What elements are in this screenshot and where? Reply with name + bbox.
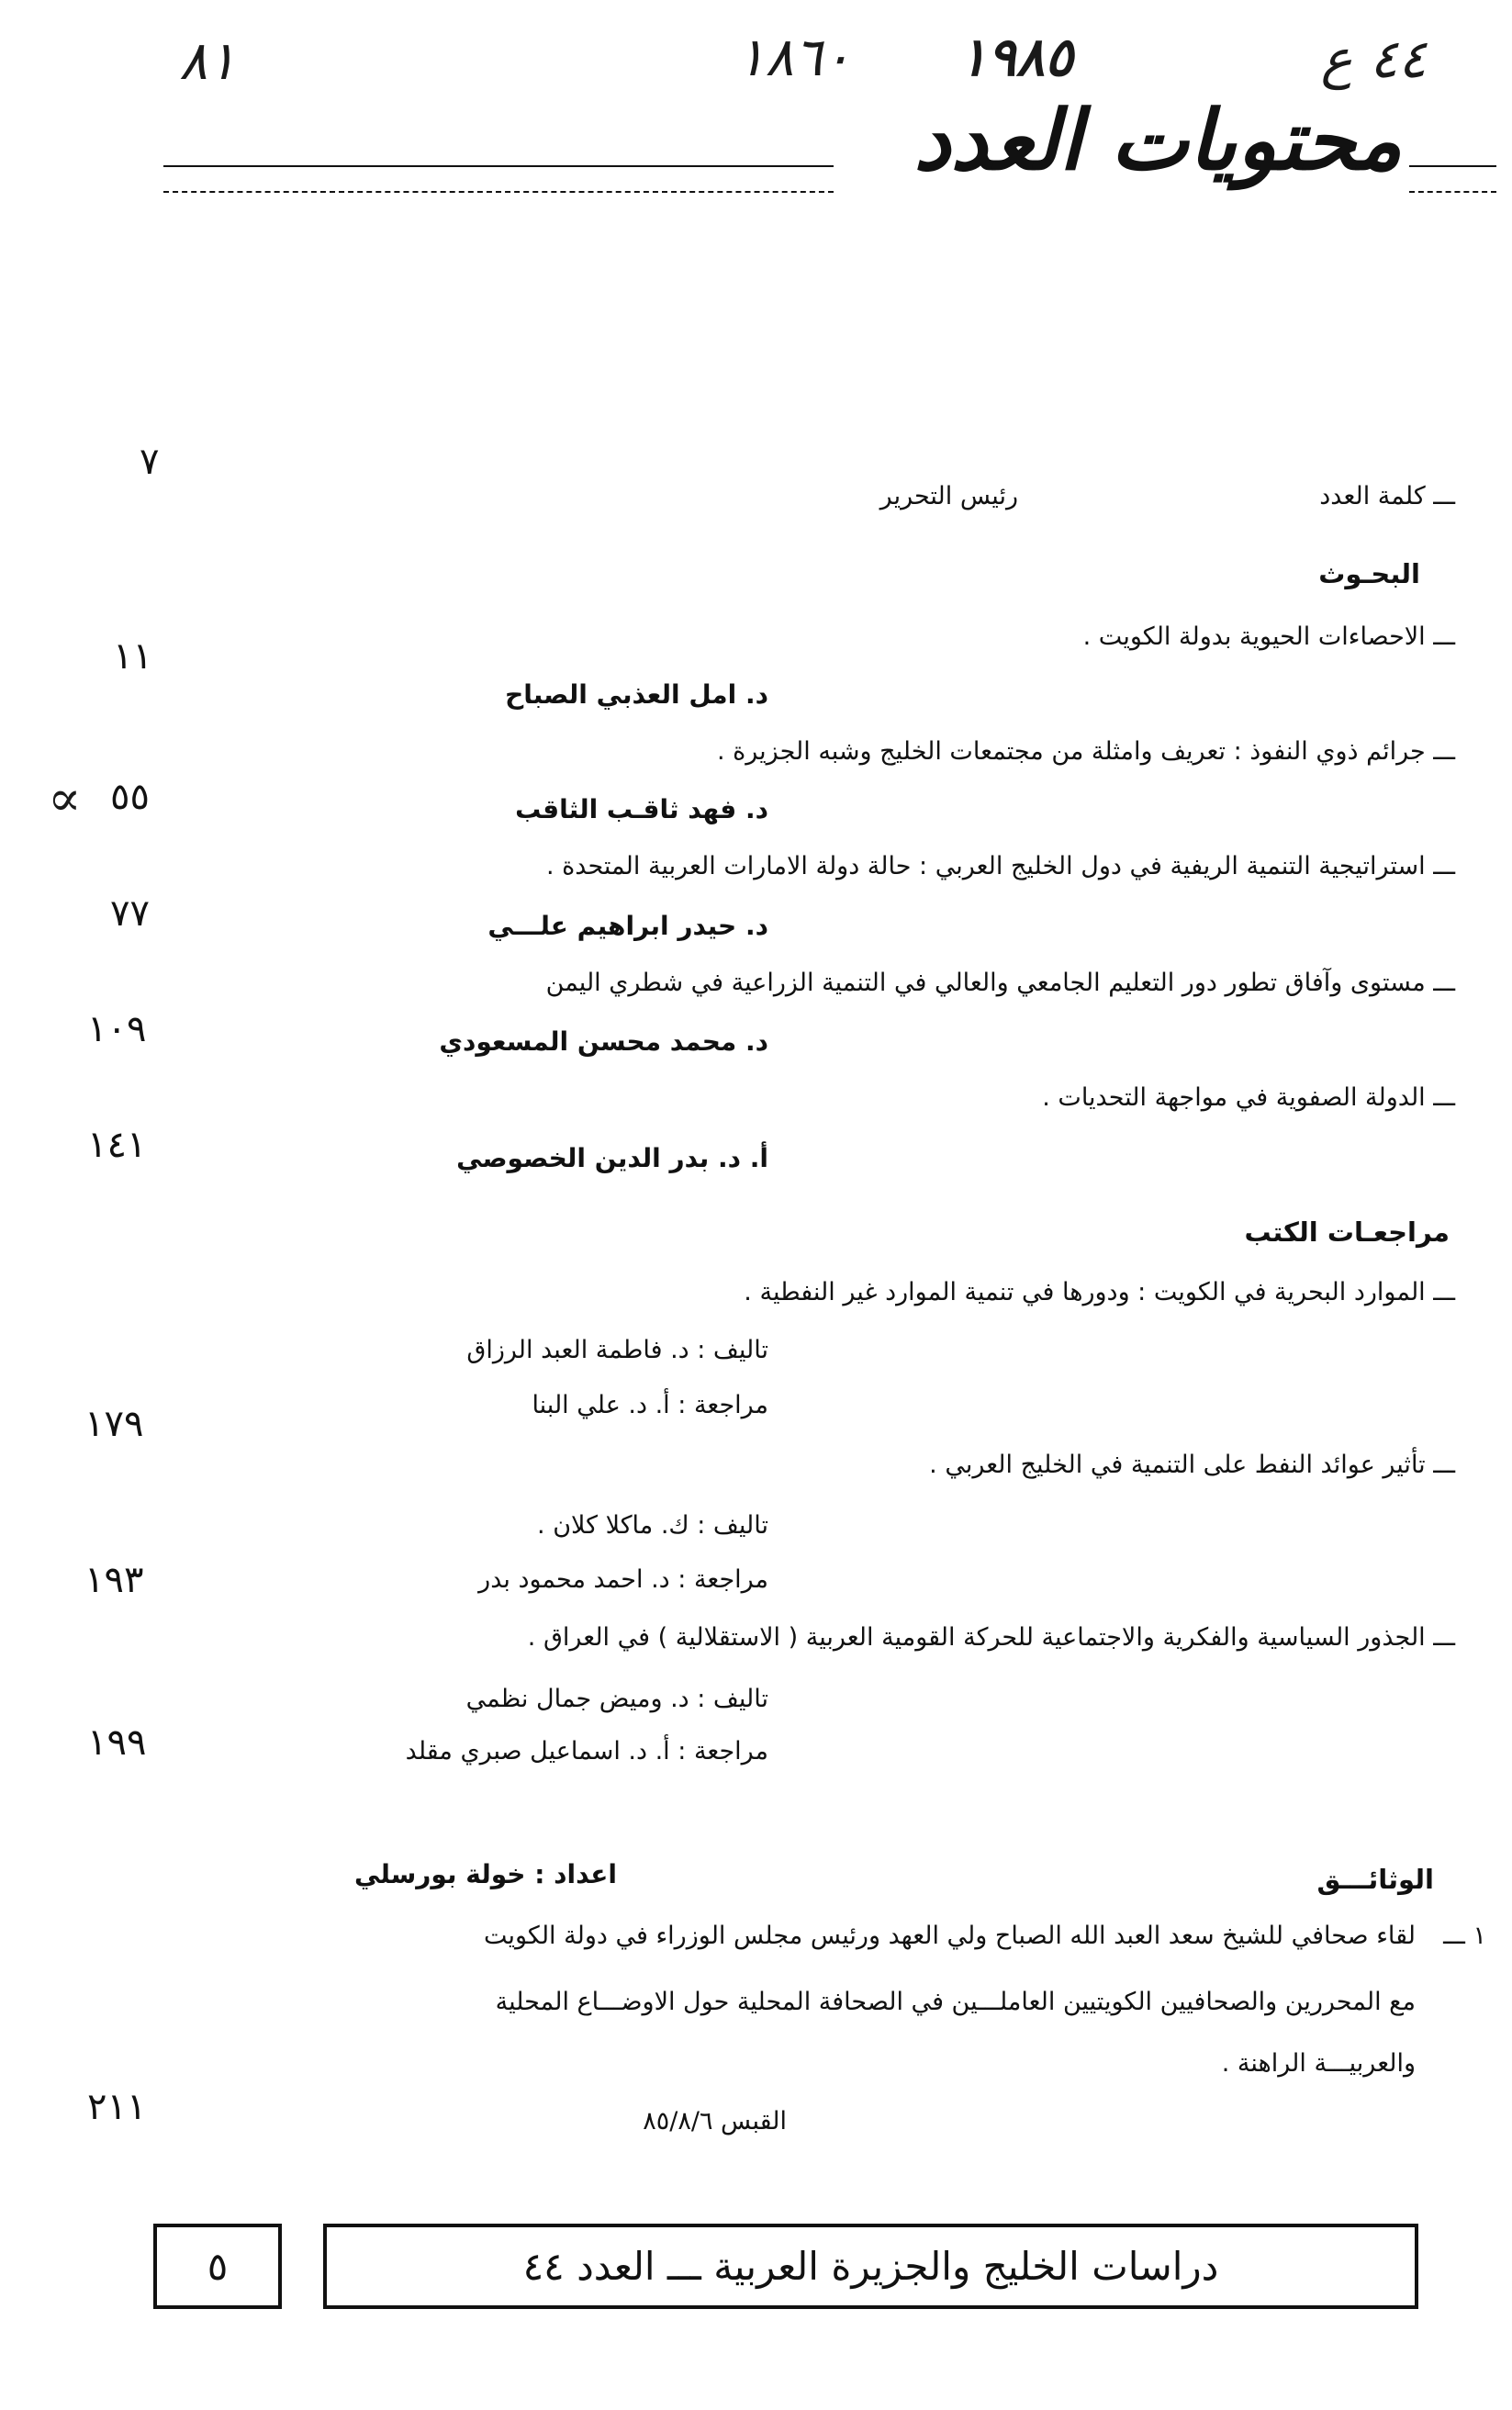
- research-1-page: ١١: [113, 635, 152, 678]
- research-4-title: ـــ مستوى وآفاق تطور دور التعليم الجامعي والعالي في التنمية الزراعية في شطري اليمن: [545, 969, 1455, 997]
- research-5-title: ـــ الدولة الصفوية في مواجهة التحديات .: [1042, 1083, 1455, 1112]
- review-1-title: ـــ الموارد البحرية في الكويت : ودورها في تنمية الموارد غير النفطية .: [744, 1278, 1455, 1306]
- page-number-box: [153, 2224, 282, 2309]
- document-1-line-3: والعربيـــة الراهنة .: [1221, 2049, 1416, 2078]
- document-1-source: القبس ٨٥/٨/٦: [643, 2107, 787, 2135]
- document-1-page: ٢١١: [87, 2086, 147, 2128]
- research-2-handwritten-mark: ∝: [48, 769, 82, 827]
- research-3-author: د. حيدر ابراهيم علـــي: [487, 911, 768, 941]
- research-3-title: ـــ استراتيجية التنمية الريفية في دول الخليج العربي : حالة دولة الامارات العربية المتحدة .: [545, 852, 1455, 880]
- research-2-author: د. فهد ثاقـب الثاقب: [515, 794, 768, 824]
- review-2-title: ـــ تأثير عوائد النفط على التنمية في الخليج العربي .: [929, 1451, 1455, 1479]
- title-rule-left-solid: [163, 165, 834, 167]
- page-number: ٥: [207, 2244, 229, 2289]
- research-2-page: ٥٥: [110, 776, 150, 818]
- document-1-number: ١ ـــ: [1443, 1922, 1486, 1950]
- editorial-label: ـــ كلمة العدد: [1319, 482, 1455, 510]
- review-2-author: تاليف : ك. ماكلا كلان .: [537, 1511, 768, 1540]
- journal-footer-box: [323, 2224, 1418, 2309]
- research-5-page: ١٤١: [87, 1124, 147, 1166]
- review-1-reviewer: مراجعة : أ. د. علي البنا: [532, 1391, 768, 1419]
- research-5-author: أ. د. بدر الدين الخصوصي: [456, 1143, 768, 1173]
- handwritten-note-right: ١٨٦٠: [736, 26, 851, 88]
- research-4-page: ١٠٩: [87, 1008, 147, 1050]
- review-3-author: تاليف : د. وميض جمال نظمي: [465, 1685, 768, 1713]
- documents-heading: الوثائـــق: [1316, 1864, 1434, 1895]
- document-1-line-1: لقاء صحافي للشيخ سعد العبد الله الصباح ولي العهد ورئيس مجلس الوزراء في دولة الكويت: [483, 1922, 1416, 1950]
- research-3-page: ٧٧: [110, 892, 150, 935]
- page-title: محتويات العدد: [913, 92, 1402, 189]
- review-3-reviewer: مراجعة : أ. د. اسماعيل صبري مقلد: [405, 1737, 768, 1765]
- editorial-author: رئيس التحرير: [879, 482, 1018, 510]
- review-1-author: تاليف : د. فاطمة العبد الرزاق: [466, 1336, 768, 1364]
- journal-footer-text: دراسات الخليج والجزيرة العربية ـــ العدد ٤٤: [522, 2244, 1219, 2289]
- handwritten-year: ١٩٨٥: [958, 26, 1073, 88]
- review-3-title: ـــ الجذور السياسية والفكرية والاجتماعية للحركة القومية العربية ( الاستقلالية ) في العراق .: [527, 1623, 1455, 1652]
- handwritten-note-left: ٨١: [179, 29, 237, 92]
- research-2-title: ـــ جرائم ذوي النفوذ : تعريف وامثلة من مجتمعات الخليج وشبه الجزيرة .: [716, 737, 1455, 766]
- title-rule-right-solid: [1409, 165, 1496, 167]
- research-4-author: د. محمد محسن المسعودي: [439, 1026, 768, 1057]
- document-1-line-2: مع المحررين والصحافيين الكويتيين العاملـــين في الصحافة المحلية حول الاوضـــاع المحلية: [495, 1988, 1416, 2016]
- research-1-author: د. امل العذبي الصباح: [505, 679, 768, 710]
- review-1-page: ١٧٩: [84, 1403, 144, 1445]
- handwritten-issue: ٤٤ ع: [1320, 28, 1427, 90]
- title-rule-left-dashed: [163, 191, 834, 193]
- editorial-page: ٧: [140, 441, 160, 483]
- reviews-heading: مراجعـات الكتب: [1244, 1216, 1450, 1248]
- documents-prepared-by: اعداد : خولة بورسلي: [353, 1859, 617, 1889]
- review-2-reviewer: مراجعة : د. احمد محمود بدر: [478, 1565, 768, 1594]
- research-1-title: ـــ الاحصاءات الحيوية بدولة الكويت .: [1082, 622, 1455, 651]
- review-2-page: ١٩٣: [84, 1559, 144, 1601]
- title-rule-right-dashed: [1409, 191, 1496, 193]
- research-heading: البحـوث: [1318, 558, 1420, 589]
- review-3-page: ١٩٩: [87, 1721, 147, 1764]
